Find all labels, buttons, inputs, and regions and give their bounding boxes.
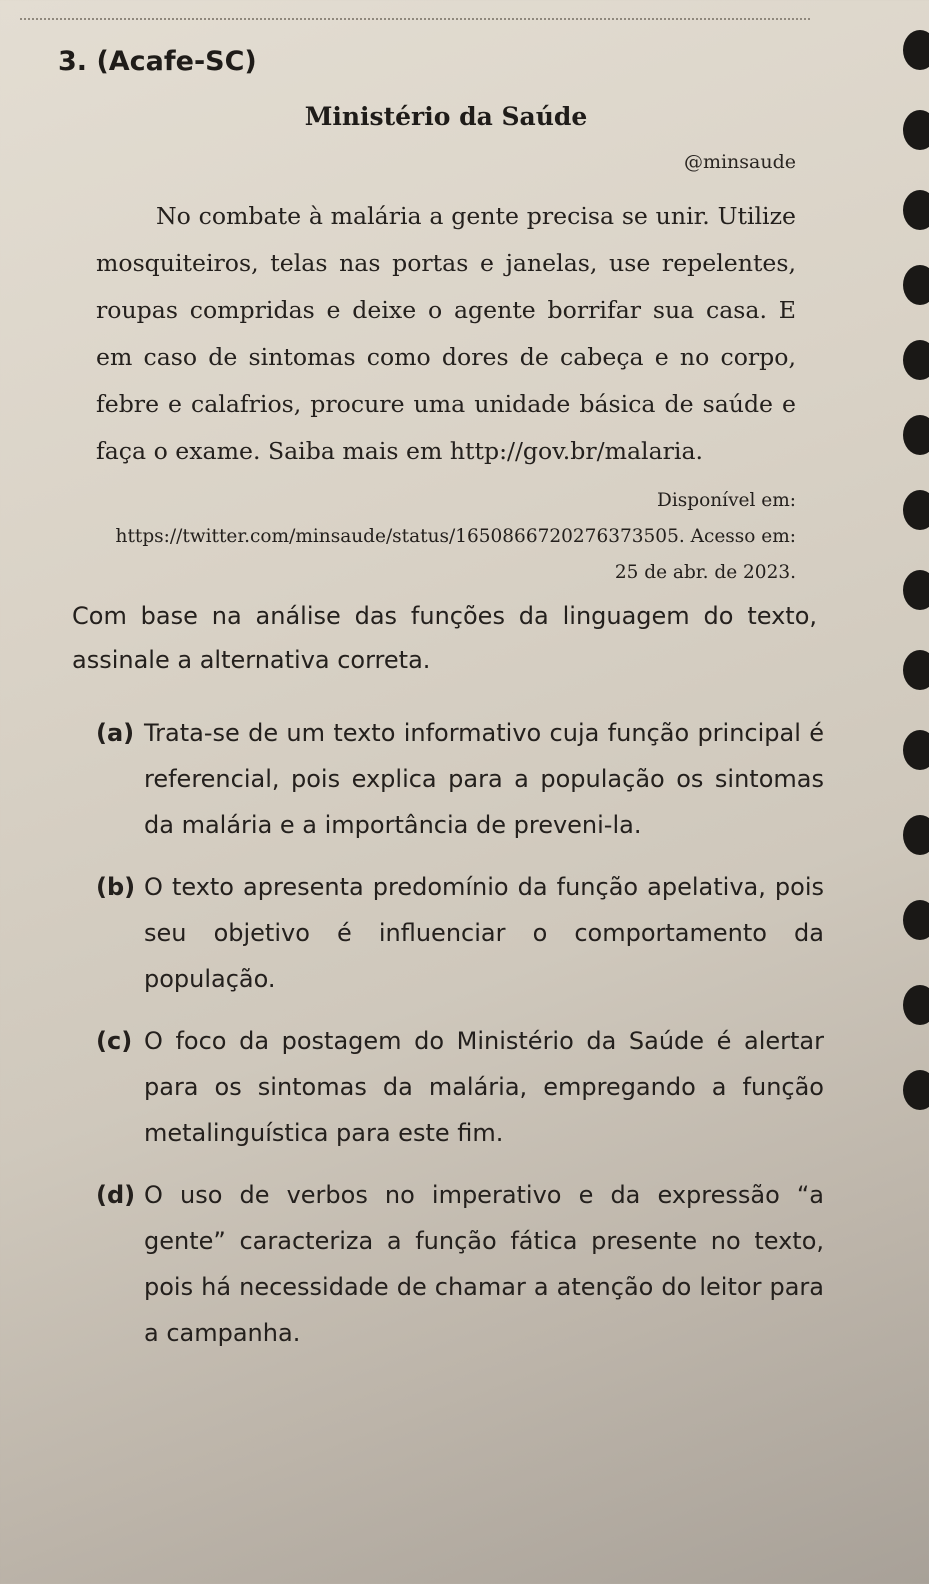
option-d[interactable] (96, 1172, 824, 1356)
binder-holes (889, 30, 929, 1150)
question-prompt: Com base na análise das funções da linguagem do texto, assinale a alternativa correta. (72, 602, 817, 674)
option-a-text: Trata-se de um texto informativo cuja função principal é referencial, pois explica para a população os sintomas da malária e a importância de preveni-la. (144, 719, 824, 839)
source-body: No combate à malária a gente precisa se unir. Utilize mosquiteiros, telas nas portas e janelas, use repelentes, roupas compridas e deixe o agente borrifar sua casa. E em caso de sintomas como dores de cabeça e no corpo, febre e calafrios, procure uma unidade básica de saúde e faça o exame. Saiba mais em http://gov.br/malaria. (96, 202, 796, 465)
binder-hole (903, 30, 929, 70)
option-d-text: O uso de verbos no imperativo e da expressão “a gente” caracteriza a função fática presente no texto, pois há necessidade de chamar a atenção do leitor para a campanha. (144, 1181, 824, 1347)
binder-hole (903, 190, 929, 230)
option-a-letter: (a) (96, 719, 135, 747)
option-c-text: O foco da postagem do Ministério da Saúde é alertar para os sintomas da malária, empregando a função metalinguística para este fim. (144, 1027, 824, 1147)
option-d-letter: (d) (96, 1181, 136, 1209)
binder-hole (903, 570, 929, 610)
binder-hole (903, 490, 929, 530)
question-number: 3. (Acafe-SC) (58, 46, 257, 77)
source-citation: Disponível em: https://twitter.com/minsaude/status/1650866720276373505. Acesso em: 25 de abr. de 2023. (115, 490, 796, 583)
source-handle: @minsaude (683, 151, 796, 173)
answer-options (96, 710, 824, 1372)
option-b[interactable] (96, 864, 824, 1002)
binder-hole (903, 340, 929, 380)
binder-hole (903, 815, 929, 855)
binder-hole (903, 985, 929, 1025)
option-c-letter: (c) (96, 1027, 133, 1055)
option-b-text: O texto apresenta predomínio da função apelativa, pois seu objetivo é influenciar o comportamento da população. (144, 873, 824, 993)
dotted-divider (20, 18, 810, 20)
binder-hole (903, 415, 929, 455)
option-b-letter: (b) (96, 873, 136, 901)
binder-hole (903, 900, 929, 940)
binder-hole (903, 110, 929, 150)
option-a[interactable] (96, 710, 824, 848)
source-text-block (96, 90, 796, 591)
binder-hole (903, 265, 929, 305)
binder-hole (903, 730, 929, 770)
binder-hole (903, 1070, 929, 1110)
source-title: Ministério da Saúde (304, 102, 588, 131)
option-c[interactable] (96, 1018, 824, 1156)
binder-hole (903, 650, 929, 690)
